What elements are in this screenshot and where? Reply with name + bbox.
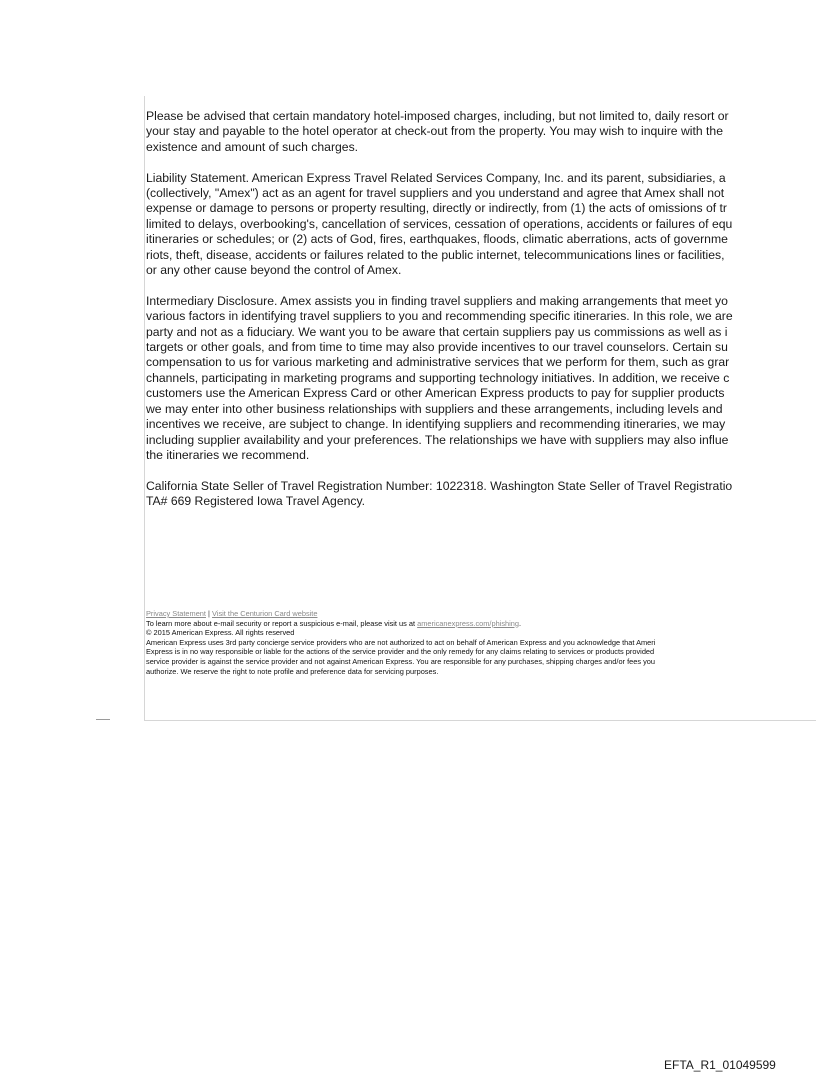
text-line: or any other cause beyond the control of Amex. <box>146 263 402 278</box>
text-line: customers use the American Express Card or other American Express products to pay for supplier products <box>146 386 725 401</box>
text-line: Intermediary Disclosure. Amex assists you in finding travel suppliers and making arrangements that meet yo <box>146 293 728 308</box>
text-line: compensation to us for various marketing and administrative services that we perform for them, such as grar <box>146 355 730 370</box>
link-separator: | <box>208 609 210 618</box>
phishing-link[interactable]: americanexpress.com/phishing <box>417 618 519 628</box>
security-notice <box>146 619 816 629</box>
copyright: © 2015 American Express. All rights reserved <box>146 628 295 638</box>
text-line: we may enter into other business relationships with suppliers and these arrangements, including levels and <box>146 401 723 416</box>
text-line: (collectively, "Amex") act as an agent for travel suppliers and you understand and agree that Amex shall not <box>146 186 725 201</box>
text-line: TA# 669 Registered Iowa Travel Agency. <box>146 494 366 509</box>
liability-statement-paragraph <box>146 171 816 279</box>
disclaimer-line: American Express uses 3rd party concierge service providers who are not authorized to act on behalf of American Express and you acknowledge that Ameri <box>146 637 656 647</box>
privacy-statement-link[interactable]: Privacy Statement <box>146 609 206 618</box>
text-line: limited to delays, overbooking's, cancellation of services, cessation of operations, accidents or failures of equ <box>146 216 733 231</box>
security-end: . <box>519 618 522 628</box>
centurion-card-link[interactable]: Visit the Centurion Card website <box>212 609 318 618</box>
hotel-charges-paragraph <box>146 109 816 155</box>
security-text: To learn more about e-mail security or report a suspicious e-mail, please visit us at <box>146 618 416 628</box>
text-line: Please be advised that certain mandatory hotel-imposed charges, including, but not limited to, daily resort or <box>146 109 729 123</box>
text-line: existence and amount of such charges. <box>146 139 359 154</box>
registration-paragraph <box>146 479 816 510</box>
footer-links <box>146 609 816 619</box>
text-line: channels, participating in marketing programs and supporting technology initiatives. In addition, we receive c <box>146 370 730 385</box>
text-line: including supplier availability and your preferences. The relationships we have with suppliers may also influe <box>146 432 729 447</box>
text-line: Liability Statement. American Express Travel Related Services Company, Inc. and its parent, subsidiaries, a <box>146 170 726 185</box>
intermediary-disclosure-paragraph <box>146 294 816 463</box>
text-line: party and not as a fiduciary. We want you to be aware that certain suppliers pay us commissions as well as i <box>146 324 728 339</box>
text-line: California State Seller of Travel Registration Number: 1022318. Washington State Seller of Travel Registratio <box>146 478 733 493</box>
disclaimer-line: service provider is against the service provider and not against American Express. You are responsible for any purchases, shipping charges and/or fees you <box>146 656 656 666</box>
text-line: targets or other goals, and from time to time may also provide incentives to our travel counselors. Certain su <box>146 340 728 355</box>
email-footer <box>146 609 816 676</box>
text-line: riots, theft, disease, accidents or failures related to the public internet, telecommunications lines or facilities, <box>146 247 725 262</box>
text-line: itineraries or schedules; or (2) acts of God, fires, earthquakes, floods, climatic aberrations, acts of governme <box>146 232 728 247</box>
text-line: your stay and payable to the hotel operator at check-out from the property. You may wish to inquire with the <box>146 124 723 139</box>
email-body <box>146 109 816 525</box>
text-line: incentives we receive, are subject to change. In identifying suppliers and recommending itineraries, we may <box>146 417 726 432</box>
document-id: EFTA_R1_01049599 <box>664 1058 776 1072</box>
text-line: expense or damage to persons or property resulting, directly or indirectly, from (1) the acts of omissions of tr <box>146 201 727 216</box>
disclaimer-line: authorize. We reserve the right to note profile and preference data for servicing purposes. <box>146 666 439 676</box>
page-mark <box>96 719 110 720</box>
text-line: the itineraries we recommend. <box>146 447 310 462</box>
text-line: various factors in identifying travel suppliers to you and recommending specific itineraries. In this role, we are <box>146 309 733 324</box>
disclaimer-line: Express is in no way responsible or liable for the actions of the service provider and the only remedy for any claims relating to services or products provided <box>146 647 655 657</box>
